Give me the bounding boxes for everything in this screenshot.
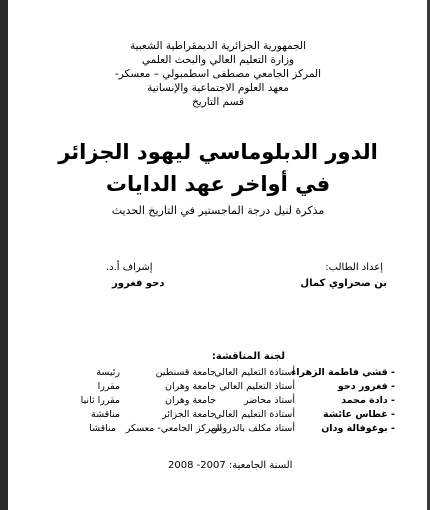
member-role: رئيسة [96,367,120,378]
member-institution: جامعة الجزائر [162,409,216,420]
supervisor-label: إشراف أ.د. [106,262,153,273]
header-institute: معهد العلوم الاجتماعية والإنسانية [147,82,289,94]
member-name: - دادة محمد [341,395,395,406]
student-name: بن صحراوي كمال [300,278,387,289]
member-rank: أستاذة التعليم العالي [214,367,295,378]
member-rank: أستاذ مكلف بالدروس [210,423,295,434]
header-republic: الجمهورية الجزائرية الديمقراطية الشعبية [129,40,307,52]
committee-heading: لجنة المناقشة: [211,351,285,362]
member-institution: جامعة وهران [164,381,216,392]
member-name: - بوغوفالة ودان [321,423,395,434]
member-rank: أستاذة التعليم العالي [214,409,295,420]
document-page [8,0,427,510]
member-institution: جامعة وهران [164,395,216,406]
thesis-title-line2: في أواخر عهد الدايات [105,172,331,196]
academic-year: السنة الجامعية: 2007- 2008 [168,460,293,471]
member-role: مناقشا [89,423,116,434]
viewer-edge [0,0,8,510]
member-institution: المركز الجامعي- معسكر [125,423,222,434]
header-ministry: وزارة التعليم العالي والبحث العلمي [141,54,295,66]
header-center: المركز الجامعي مصطفى اسطمبولي – معسكر- [114,68,322,80]
header-department: قسم التاريخ [192,96,244,108]
thesis-title-line1: الدور الدبلوماسي ليهود الجزائر [58,140,378,164]
member-rank: أستاذ التعليم العالي [219,381,295,392]
member-role: مقررا ثانيا [80,395,120,406]
thesis-subtitle: مذكرة لنيل درجة الماجستير في التاريخ الحديث [111,204,325,217]
member-role: مناقشة [91,409,120,420]
supervisor-name: دحو فغرور [112,278,165,289]
student-label: إعداد الطالب: [325,262,383,273]
member-institution: جامعة قسنطين [155,367,216,378]
member-name: - غطاس عائشة [322,409,395,420]
member-role: مقررا [97,381,120,392]
member-rank: أستاذ محاضر [243,395,295,406]
member-name: - قشي فاطمة الزهراء [291,367,395,378]
member-name: - فغرور دحو [337,381,395,392]
